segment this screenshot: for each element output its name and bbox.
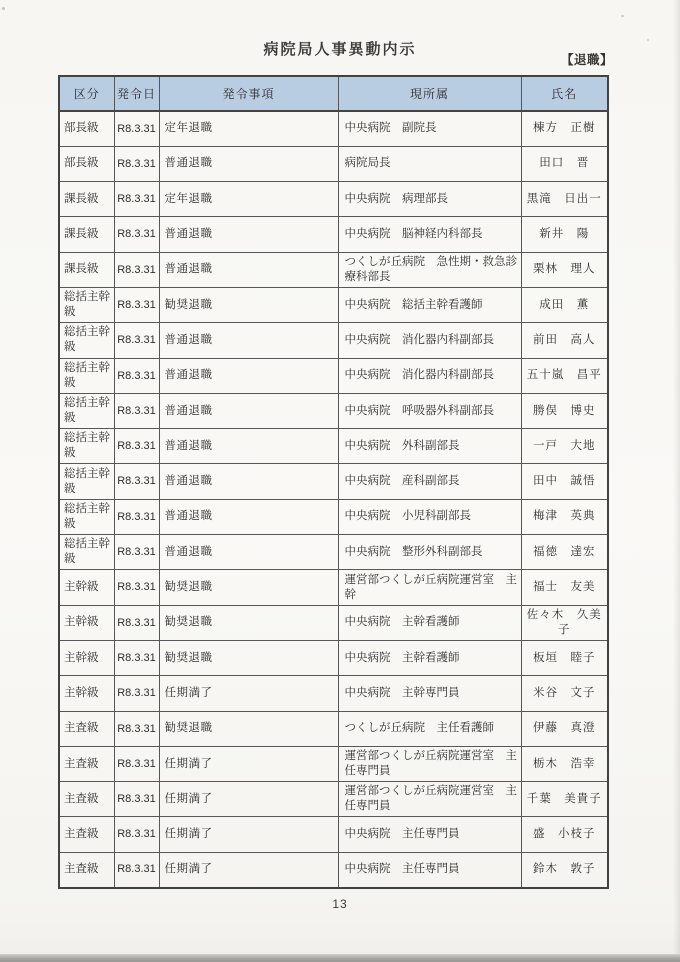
cell-order-item: 普通退職	[159, 499, 338, 534]
cell-order-date: R8.3.31	[114, 499, 159, 534]
cell-category: 主幹級	[59, 676, 114, 711]
cell-order-date: R8.3.31	[114, 429, 159, 464]
cell-affiliation: つくしが丘病院 急性期・救急診療科部長	[338, 252, 521, 287]
cell-category: 総括主幹級	[59, 393, 114, 428]
cell-order-date: R8.3.31	[114, 570, 159, 605]
cell-category: 主査級	[59, 711, 114, 746]
table-row	[59, 782, 608, 817]
cell-order-date: R8.3.31	[114, 676, 159, 711]
cell-category: 主査級	[59, 817, 114, 852]
cell-name: 米谷 文子	[521, 676, 608, 711]
cell-name: 佐々木 久美子	[521, 605, 608, 640]
cell-name: 盛 小枝子	[521, 817, 608, 852]
cell-affiliation: 中央病院 産科副部長	[338, 464, 521, 499]
cell-category: 総括主幹級	[59, 358, 114, 393]
cell-name: 前田 高人	[521, 323, 608, 358]
cell-order-item: 普通退職	[159, 252, 338, 287]
cell-order-item: 普通退職	[159, 429, 338, 464]
cell-affiliation: 運営部つくしが丘病院運営室 主任専門員	[338, 782, 521, 817]
cell-order-date: R8.3.31	[114, 817, 159, 852]
cell-affiliation: 運営部つくしが丘病院運営室 主幹	[338, 570, 521, 605]
cell-order-date: R8.3.31	[114, 782, 159, 817]
scan-speck	[2, 7, 5, 10]
table-header-row	[59, 76, 608, 111]
cell-affiliation: 中央病院 小児科副部長	[338, 499, 521, 534]
cell-order-date: R8.3.31	[114, 182, 159, 217]
cell-order-item: 任期満了	[159, 782, 338, 817]
cell-category: 課長級	[59, 217, 114, 252]
cell-order-date: R8.3.31	[114, 464, 159, 499]
cell-affiliation: 中央病院 呼吸器外科副部長	[338, 393, 521, 428]
cell-name: 五十嵐 昌平	[521, 358, 608, 393]
cell-order-date: R8.3.31	[114, 323, 159, 358]
cell-affiliation: 運営部つくしが丘病院運営室 主任専門員	[338, 746, 521, 781]
cell-order-item: 普通退職	[159, 146, 338, 181]
cell-order-item: 普通退職	[159, 358, 338, 393]
cell-order-date: R8.3.31	[114, 746, 159, 781]
cell-order-item: 勧奨退職	[159, 287, 338, 322]
table-row	[59, 146, 608, 181]
cell-order-date: R8.3.31	[114, 640, 159, 675]
cell-order-item: 勧奨退職	[159, 711, 338, 746]
cell-category: 部長級	[59, 111, 114, 146]
cell-category: 主幹級	[59, 605, 114, 640]
section-label-retirement: 【退職】	[561, 53, 614, 67]
cell-category: 課長級	[59, 182, 114, 217]
cell-order-date: R8.3.31	[114, 146, 159, 181]
page-number: 13	[332, 897, 348, 911]
cell-name: 板垣 睦子	[521, 640, 608, 675]
cell-order-item: 任期満了	[159, 852, 338, 887]
cell-category: 総括主幹級	[59, 287, 114, 322]
table-row	[59, 605, 608, 640]
table-row	[59, 464, 608, 499]
cell-order-date: R8.3.31	[114, 852, 159, 887]
table-row	[59, 182, 608, 217]
cell-category: 主幹級	[59, 640, 114, 675]
cell-category: 主幹級	[59, 570, 114, 605]
cell-affiliation: 中央病院 副院長	[338, 111, 521, 146]
cell-category: 主査級	[59, 852, 114, 887]
cell-category: 総括主幹級	[59, 429, 114, 464]
cell-order-item: 任期満了	[159, 817, 338, 852]
cell-order-item: 普通退職	[159, 535, 338, 570]
cell-category: 主査級	[59, 746, 114, 781]
table-row	[59, 393, 608, 428]
cell-affiliation: 中央病院 主任専門員	[338, 852, 521, 887]
cell-name: 成田 薫	[521, 287, 608, 322]
cell-name: 黒滝 日出一	[521, 182, 608, 217]
cell-affiliation: つくしが丘病院 主任看護師	[338, 711, 521, 746]
cell-name: 田口 晋	[521, 146, 608, 181]
cell-affiliation: 中央病院 総括主幹看護師	[338, 287, 521, 322]
cell-order-item: 勧奨退職	[159, 605, 338, 640]
table-row	[59, 323, 608, 358]
cell-name: 新井 陽	[521, 217, 608, 252]
scan-speck	[621, 15, 624, 17]
cell-order-date: R8.3.31	[114, 535, 159, 570]
cell-order-date: R8.3.31	[114, 393, 159, 428]
cell-affiliation: 中央病院 外科副部長	[338, 429, 521, 464]
cell-name: 栃木 浩幸	[521, 746, 608, 781]
cell-order-item: 普通退職	[159, 464, 338, 499]
column-header-category: 区分	[59, 76, 114, 111]
table-row	[59, 217, 608, 252]
cell-name: 伊藤 真澄	[521, 711, 608, 746]
cell-name: 一戸 大地	[521, 429, 608, 464]
table-row	[59, 499, 608, 534]
cell-order-date: R8.3.31	[114, 358, 159, 393]
retirement-table	[58, 75, 609, 889]
column-header-order-item: 発令事項	[159, 76, 338, 111]
cell-category: 課長級	[59, 252, 114, 287]
page-title: 病院局人事異動内示	[263, 41, 417, 58]
cell-name: 梅津 英典	[521, 499, 608, 534]
cell-name: 田中 誠悟	[521, 464, 608, 499]
cell-name: 栗林 理人	[521, 252, 608, 287]
table-row	[59, 640, 608, 675]
scan-bottom-edge	[0, 954, 680, 962]
cell-affiliation: 中央病院 病理部長	[338, 182, 521, 217]
cell-category: 総括主幹級	[59, 323, 114, 358]
cell-order-item: 普通退職	[159, 393, 338, 428]
cell-order-item: 勧奨退職	[159, 570, 338, 605]
cell-affiliation: 中央病院 消化器内科副部長	[338, 323, 521, 358]
cell-category: 部長級	[59, 146, 114, 181]
cell-order-date: R8.3.31	[114, 252, 159, 287]
cell-name: 勝俣 博史	[521, 393, 608, 428]
cell-order-date: R8.3.31	[114, 711, 159, 746]
cell-order-item: 定年退職	[159, 111, 338, 146]
cell-affiliation: 中央病院 消化器内科副部長	[338, 358, 521, 393]
table-row	[59, 852, 608, 887]
table-row	[59, 817, 608, 852]
cell-affiliation: 中央病院 脳神経内科部長	[338, 217, 521, 252]
table-body	[59, 111, 608, 888]
cell-name: 鈴木 敦子	[521, 852, 608, 887]
column-header-name: 氏名	[521, 76, 608, 111]
cell-affiliation: 中央病院 整形外科副部長	[338, 535, 521, 570]
table-row	[59, 746, 608, 781]
scan-speck	[647, 39, 649, 41]
cell-name: 福士 友美	[521, 570, 608, 605]
column-header-affiliation: 現所属	[338, 76, 521, 111]
table-row	[59, 429, 608, 464]
cell-order-date: R8.3.31	[114, 605, 159, 640]
table-row	[59, 535, 608, 570]
cell-affiliation: 中央病院 主幹看護師	[338, 640, 521, 675]
cell-affiliation: 中央病院 主幹看護師	[338, 605, 521, 640]
cell-category: 総括主幹級	[59, 499, 114, 534]
table-row	[59, 358, 608, 393]
cell-category: 総括主幹級	[59, 464, 114, 499]
table-row	[59, 570, 608, 605]
table-row	[59, 287, 608, 322]
cell-order-date: R8.3.31	[114, 111, 159, 146]
scan-right-edge-shadow	[673, 0, 680, 962]
cell-affiliation: 中央病院 主幹専門員	[338, 676, 521, 711]
table-row	[59, 676, 608, 711]
table-row	[59, 252, 608, 287]
table-row	[59, 711, 608, 746]
cell-order-date: R8.3.31	[114, 217, 159, 252]
cell-category: 主査級	[59, 782, 114, 817]
table-row	[59, 111, 608, 146]
cell-order-item: 任期満了	[159, 676, 338, 711]
cell-order-item: 勧奨退職	[159, 640, 338, 675]
cell-name: 千葉 美貴子	[521, 782, 608, 817]
cell-order-item: 定年退職	[159, 182, 338, 217]
column-header-order-date: 発令日	[114, 76, 159, 111]
cell-name: 棟方 正樹	[521, 111, 608, 146]
cell-order-item: 任期満了	[159, 746, 338, 781]
cell-affiliation: 中央病院 主任専門員	[338, 817, 521, 852]
cell-affiliation: 病院局長	[338, 146, 521, 181]
cell-order-item: 普通退職	[159, 217, 338, 252]
cell-name: 福徳 達宏	[521, 535, 608, 570]
cell-order-date: R8.3.31	[114, 287, 159, 322]
cell-category: 総括主幹級	[59, 535, 114, 570]
cell-order-item: 普通退職	[159, 323, 338, 358]
